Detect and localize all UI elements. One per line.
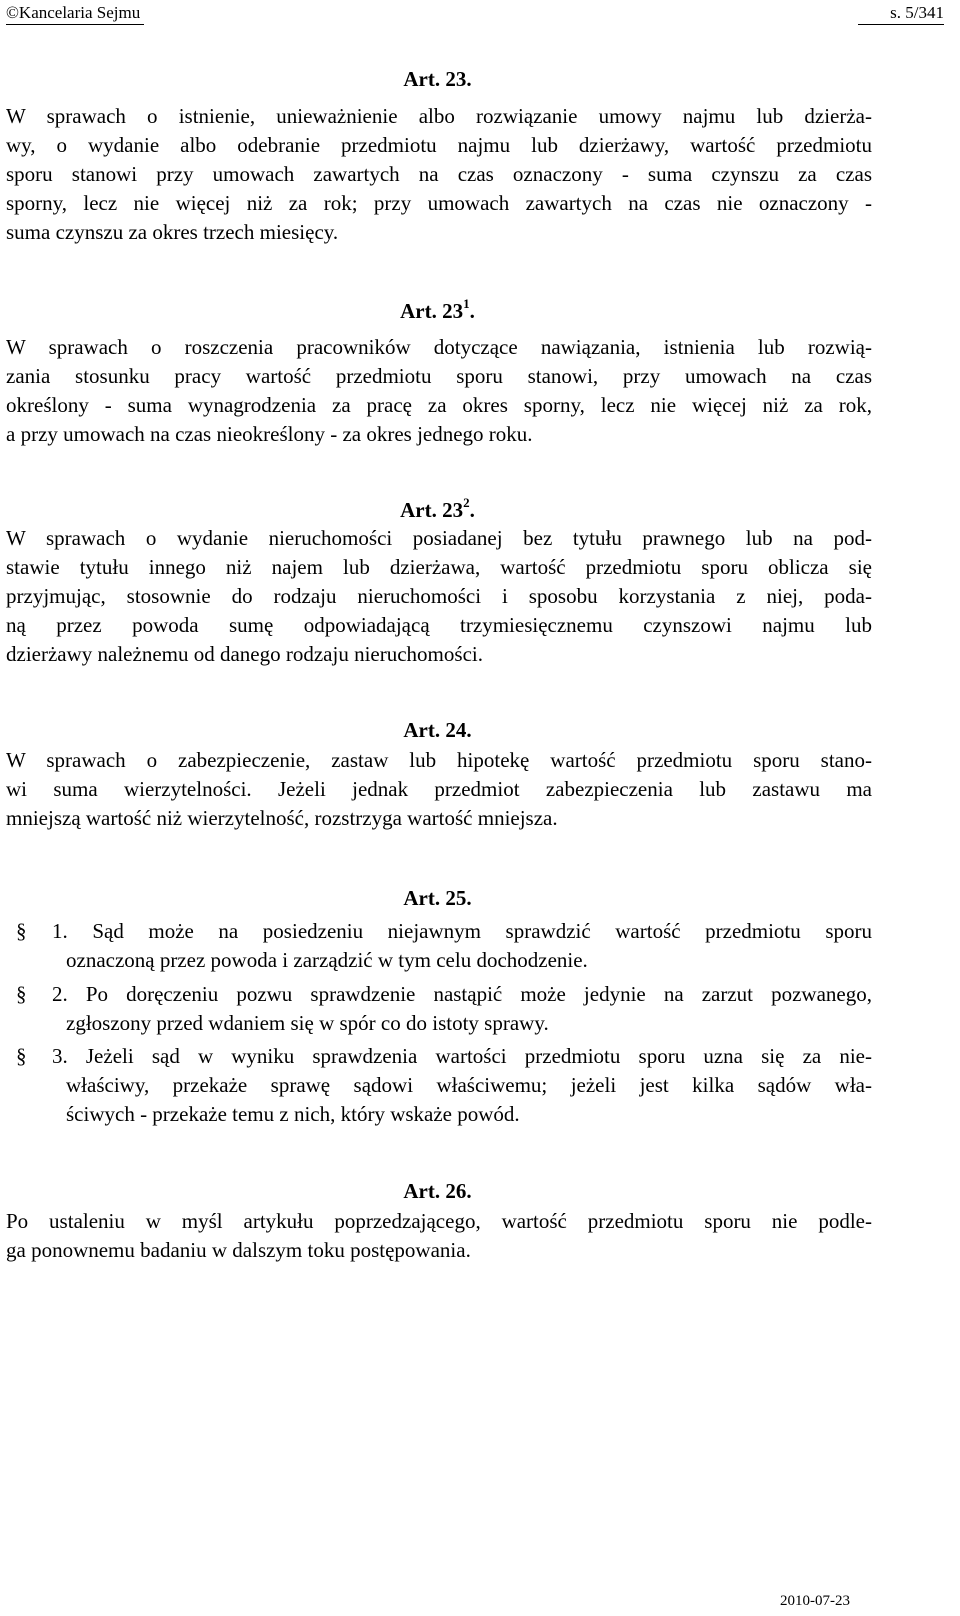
section-2	[16, 980, 872, 1038]
section-1	[16, 917, 872, 975]
text-line: W sprawach o wydanie nieruchomości posiadanej bez tytułu prawnego lub na pod-	[6, 526, 872, 550]
section-3	[16, 1042, 872, 1129]
section-text-line: ściwych - przekaże temu z nich, który wskaże powód.	[66, 1102, 520, 1126]
text-line: dzierżawy należnemu od danego rodzaju nieruchomości.	[6, 642, 483, 666]
section-text-line: 3. Jeżeli sąd w wyniku sprawdzenia wartości przedmiotu sporu uzna się za nie-	[52, 1044, 872, 1068]
heading-period: .	[469, 498, 475, 522]
text-line: W sprawach o zabezpieczenie, zastaw lub hipotekę wartość przedmiotu sporu stano-	[6, 748, 872, 772]
text-line: określony - suma wynagrodzenia za pracę za okres sporny, lecz nie więcej niż za rok,	[6, 393, 872, 417]
heading-superscript: 1	[463, 296, 470, 311]
header-page-number: s. 5/341	[858, 2, 944, 25]
article-heading-26: Art. 26.	[403, 1179, 472, 1203]
text-line: przyjmując, stosownie do rodzaju nieruchomości i sposobu korzystania z niej, poda-	[6, 584, 872, 608]
text-line: sporny, lecz nie więcej niż za rok; przy umowach zawartych na czas nie oznaczony -	[6, 191, 872, 215]
section-sign: §	[16, 1044, 27, 1068]
text-line: stawie tytułu innego niż najem lub dzierżawa, wartość przedmiotu sporu oblicza się	[6, 555, 872, 579]
article-body-23	[6, 102, 872, 247]
heading-text: Art. 23	[400, 498, 464, 522]
section-sign: §	[16, 982, 27, 1006]
article-heading-25: Art. 25.	[403, 886, 472, 910]
section-sign: §	[16, 919, 27, 943]
text-line: sporu stanowi przy umowach zawartych na czas oznaczony - suma czynszu za czas	[6, 162, 872, 186]
section-text-line: zgłoszony przed wdaniem się w spór co do istoty sprawy.	[66, 1011, 549, 1035]
article-heading-23-1	[0, 298, 875, 324]
header-publisher: ©Kancelaria Sejmu	[6, 2, 144, 25]
section-text-line: oznaczoną przez powoda i zarządzić w tym celu dochodzenie.	[66, 948, 588, 972]
text-line: ga ponownemu badaniu w dalszym toku postępowania.	[6, 1238, 471, 1262]
article-body-23-1	[6, 333, 872, 449]
article-heading-23-2	[0, 497, 875, 523]
article-body-24	[6, 746, 872, 833]
text-line: mniejszą wartość niż wierzytelność, rozstrzyga wartość mniejsza.	[6, 806, 558, 830]
article-heading-24: Art. 24.	[403, 718, 472, 742]
footer-date: 2010-07-23	[780, 1593, 850, 1609]
text-line: W sprawach o roszczenia pracowników dotyczące nawiązania, istnienia lub rozwią-	[6, 335, 872, 359]
text-line: a przy umowach na czas nieokreślony - za okres jednego roku.	[6, 422, 533, 446]
heading-period: .	[469, 299, 475, 323]
section-text-line: 1. Sąd może na posiedzeniu niejawnym sprawdzić wartość przedmiotu sporu	[52, 919, 872, 943]
text-line: wy, o wydanie albo odebranie przedmiotu najmu lub dzierżawy, wartość przedmiotu	[6, 133, 872, 157]
text-line: Po ustaleniu w myśl artykułu poprzedzającego, wartość przedmiotu sporu nie podle-	[6, 1209, 872, 1233]
heading-superscript: 2	[463, 495, 470, 510]
article-heading-23: Art. 23.	[403, 67, 472, 91]
article-body-26	[6, 1207, 872, 1265]
text-line: zania stosunku pracy wartość przedmiotu sporu stanowi, przy umowach na czas	[6, 364, 872, 388]
section-text-line: właściwy, przekaże sprawę sądowi właściwemu; jeżeli jest kilka sądów wła-	[66, 1073, 872, 1097]
text-line: W sprawach o istnienie, unieważnienie albo rozwiązanie umowy najmu lub dzierża-	[6, 104, 872, 128]
text-line: suma czynszu za okres trzech miesięcy.	[6, 220, 339, 244]
text-line: ną przez powoda sumę odpowiadającą trzymiesięcznemu czynszowi najmu lub	[6, 613, 872, 637]
heading-text: Art. 23	[400, 299, 464, 323]
section-text-line: 2. Po doręczeniu pozwu sprawdzenie nastąpić może jedynie na zarzut pozwanego,	[52, 982, 872, 1006]
text-line: wi suma wierzytelności. Jeżeli jednak przedmiot zabezpieczenia lub zastawu ma	[6, 777, 872, 801]
article-body-23-2	[6, 524, 872, 669]
